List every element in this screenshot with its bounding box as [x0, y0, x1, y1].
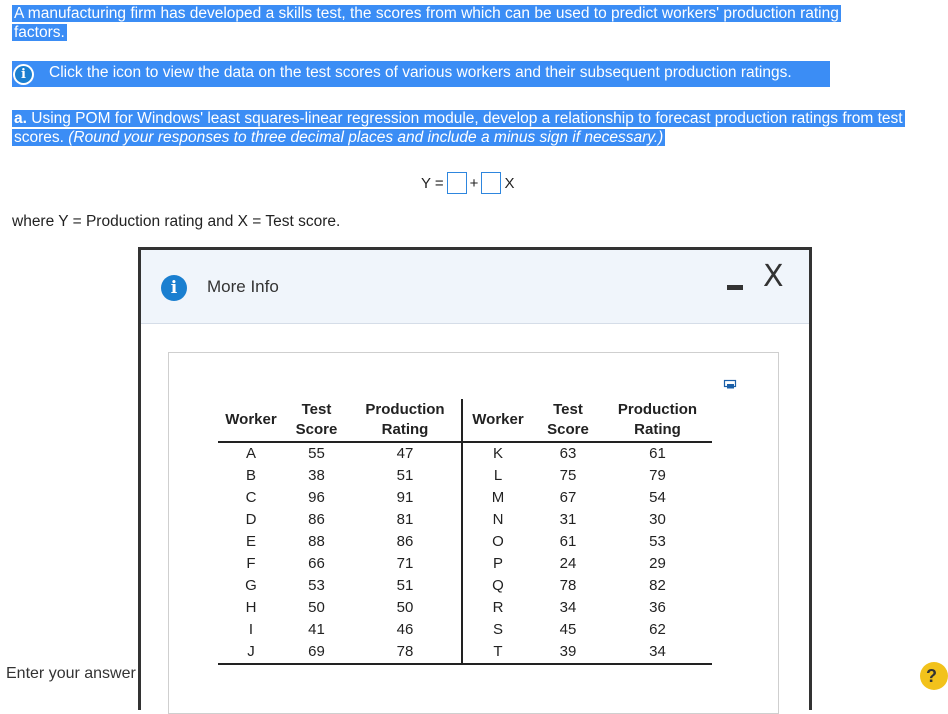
cell-production-rating: 78 [349, 641, 462, 664]
part-a-label: a. [14, 110, 27, 127]
header-production-rating-2: Production Rating [603, 399, 712, 442]
worker-data-table [218, 399, 712, 665]
cell-test-score: 88 [308, 533, 325, 550]
cell-worker: A [245, 445, 256, 462]
cell-worker: H [245, 599, 257, 616]
cell-worker: B [245, 467, 256, 484]
cell-worker-2: R [492, 599, 504, 616]
cell-production-rating: 50 [349, 597, 462, 619]
cell-production-rating-2: 61 [649, 445, 666, 462]
cell-test-score-2: 24 [559, 555, 577, 572]
dialog-header [141, 250, 809, 324]
dialog-title: More Info [207, 277, 279, 296]
regression-equation [421, 172, 514, 194]
close-button[interactable]: X [763, 259, 784, 294]
equation-x: X [504, 174, 515, 192]
cell-worker-2: S [492, 621, 503, 638]
header-test-score-2: Test Score [533, 399, 603, 442]
cell-production-rating-2: 36 [649, 599, 666, 616]
click-icon-row [12, 61, 830, 87]
table-row [218, 509, 712, 531]
info-icon: i [161, 275, 187, 301]
cell-test-score: 66 [308, 555, 325, 572]
more-info-dialog [138, 247, 812, 710]
cell-test-score: 55 [308, 445, 325, 462]
header-production-rating: Production Rating [349, 399, 462, 442]
part-a-instruction: (Round your responses to three decimal places and include a minus sign if necessary.) [68, 129, 664, 146]
cell-test-score: 50 [308, 599, 325, 616]
enter-answer-prompt: Enter your answer [6, 665, 136, 682]
part-a-text: Using POM for Windows' least squares-linear regression module, develop a relationship to forecast production ratings from test scores. [14, 110, 903, 146]
cell-test-score: 53 [308, 577, 325, 594]
question-intro [12, 4, 892, 42]
equation-plus: + [469, 174, 479, 192]
cell-test-score: 38 [308, 467, 325, 484]
table-row [218, 619, 712, 641]
info-icon[interactable]: i [13, 64, 34, 85]
variable-definition: where Y = Production rating and X = Test score. [12, 213, 341, 230]
cell-worker: E [245, 533, 256, 550]
cell-worker: C [245, 489, 257, 506]
cell-production-rating-2: 82 [649, 577, 666, 594]
cell-test-score-2: 34 [559, 599, 577, 616]
cell-production-rating-2: 62 [649, 621, 666, 638]
cell-test-score-2: 39 [533, 641, 603, 664]
cell-production-rating: 71 [349, 553, 462, 575]
slope-answer-input[interactable] [481, 172, 501, 194]
cell-worker-2: T [462, 641, 533, 664]
cell-test-score: 41 [308, 621, 325, 638]
intercept-answer-input[interactable] [447, 172, 467, 194]
header-worker-2: Worker [462, 399, 533, 442]
cell-test-score: 96 [308, 489, 325, 506]
cell-worker-2: M [491, 489, 505, 506]
cell-production-rating: 51 [349, 575, 462, 597]
cell-production-rating-2: 79 [649, 467, 666, 484]
cell-worker-2: O [492, 533, 504, 550]
cell-test-score-2: 45 [559, 621, 577, 638]
cell-test-score-2: 31 [559, 511, 577, 528]
cell-test-score-2: 67 [559, 489, 577, 506]
table-row [218, 641, 712, 664]
cell-worker: D [245, 511, 257, 528]
cell-worker: G [245, 577, 257, 594]
cell-production-rating-2: 30 [649, 511, 666, 528]
cell-worker-2: N [492, 511, 504, 528]
cell-test-score: 69 [284, 641, 349, 664]
table-row [218, 531, 712, 553]
data-panel [168, 352, 779, 714]
intro-text: A manufacturing firm has developed a skills test, the scores from which can be used to predict workers' production rating factors. [14, 5, 839, 41]
table-row [218, 487, 712, 509]
cell-production-rating-2: 34 [603, 641, 712, 664]
equation-lhs: Y = [421, 174, 444, 192]
cell-production-rating: 46 [349, 619, 462, 641]
table-row [218, 442, 712, 465]
cell-production-rating: 86 [349, 531, 462, 553]
cell-test-score-2: 63 [559, 445, 577, 462]
header-test-score: Test Score [284, 399, 349, 442]
cell-production-rating: 81 [349, 509, 462, 531]
header-worker: Worker [218, 399, 284, 442]
cell-production-rating-2: 53 [649, 533, 666, 550]
part-a-prompt [12, 109, 924, 147]
part-a-text-wrap [12, 110, 905, 146]
table-body [218, 442, 712, 664]
cell-test-score-2: 78 [559, 577, 577, 594]
cell-production-rating: 51 [349, 465, 462, 487]
cell-worker-2: P [492, 555, 503, 572]
help-icon[interactable]: ? [920, 662, 948, 690]
cell-test-score: 86 [308, 511, 325, 528]
cell-worker: F [246, 555, 256, 572]
cell-production-rating-2: 29 [649, 555, 666, 572]
table-row [218, 553, 712, 575]
cell-test-score-2: 61 [559, 533, 577, 550]
cell-worker-2: Q [492, 577, 504, 594]
cell-production-rating-2: 54 [649, 489, 666, 506]
cell-test-score-2: 75 [559, 467, 577, 484]
click-icon-text: Click the icon to view the data on the test scores of various workers and their subsequent production ratings. [49, 64, 792, 81]
cell-production-rating: 47 [349, 442, 462, 465]
cell-production-rating: 91 [349, 487, 462, 509]
cell-worker-2: K [492, 445, 503, 462]
copy-icon[interactable] [724, 380, 736, 389]
cell-worker: I [248, 621, 254, 638]
table-header-row [218, 399, 712, 442]
cell-worker: J [218, 641, 284, 664]
table-row [218, 465, 712, 487]
table-row [218, 597, 712, 619]
cell-worker-2: L [493, 467, 503, 484]
table-row [218, 575, 712, 597]
minimize-button[interactable] [727, 285, 743, 290]
